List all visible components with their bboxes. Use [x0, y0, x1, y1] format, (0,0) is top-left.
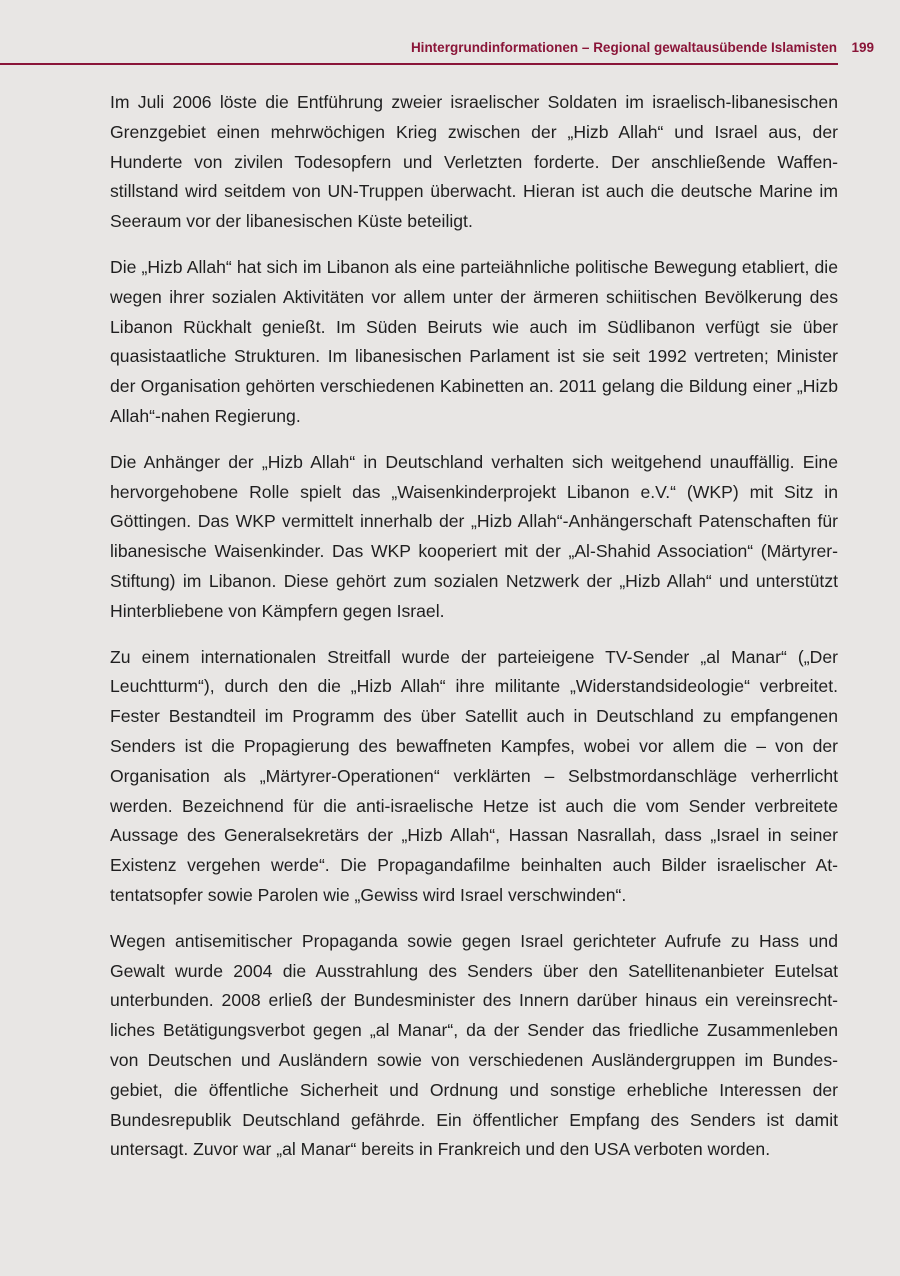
header-title: Hintergrundinformationen – Regional gewaltausübende Islamisten — [410, 40, 837, 55]
paragraph-2: Die „Hizb Allah“ hat sich im Libanon als eine parteiähnliche politische Bewegung etabliert, die wegen ihrer sozialen Aktivitäten vor allem unter der ärmeren schiitischen Bevölkerung des Libanon Rückhalt genießt. Im Süden Beiruts wie auch im Südlibanon verfügt sie über quasistaatliche Strukturen. Im libanesischen Parlament ist sie seit 1992 vertreten; Minister der Organisation gehörten verschiedenen Kabinetten an. 2011 gelang die Bildung einer „Hizb Allah“-nahen Regierung. — [110, 256, 838, 426]
body-text — [110, 88, 838, 1181]
paragraph-1: Im Juli 2006 löste die Entführung zweier israelischer Soldaten im israelisch-libanesischen Grenzgebiet einen mehrwöchigen Krieg zwischen der „Hizb Allah“ und Israel aus, der Hunderte von zivilen Todesopfern und Verletzten forderte. Der anschließende Waffenstillstand wird seitdem von UN-Truppen überwacht. Hieran ist auch die deutsche Marine im Seeraum vor der libanesischen Küste beteiligt. — [110, 92, 838, 232]
page-number: 199 — [851, 40, 874, 55]
paragraph-3: Die Anhänger der „Hizb Allah“ in Deutschland verhalten sich weitgehend unauffällig. Eine hervorgehobene Rolle spielt das „Waisenkinderprojekt Libanon e.V.“ (WKP) mit Sitz in Göttingen. Das WKP vermittelt innerhalb der „Hizb Allah“-Anhängerschaft Patenschaften für libanesische Waisenkinder. Das WKP kooperiert mit der „Al-Shahid Association“ (Märtyrer-Stiftung) im Libanon. Diese gehört zum sozialen Netzwerk der „Hizb Allah“ und unterstützt Hinterbliebene von Kämpfern gegen Israel. — [110, 451, 838, 621]
header-rule — [0, 63, 838, 65]
paragraph-4: Zu einem internationalen Streitfall wurde der parteieigene TV-Sender „al Manar“ („Der Leuchtturm“), durch den die „Hizb Allah“ ihre militante „Widerstandsideologie“ verbreitet. Fester Bestandteil im Programm des über Satellit auch in Deutschland zu empfangenen Senders ist die Propagierung des bewaffneten Kampfes, wobei vor allem die – von der Organisation als „Märtyrer-Operationen“ verklärten – Selbstmordanschläge verherrlicht werden. Bezeichnend für die anti-israelische Hetze ist auch die vom Sender verbreitete Aussage des Generalsekretärs der „Hizb Allah“, Hassan Nasrallah, dass „Israel in seiner Existenz vergehen werde“. Die Propagandafilme beinhalten auch Bilder israelischer Attentatsopfer sowie Parolen wie „Gewiss wird Israel verschwinden“. — [110, 646, 838, 905]
paragraph-5: Wegen antisemitischer Propaganda sowie gegen Israel gerichteter Aufrufe zu Hass und Gewalt wurde 2004 die Ausstrahlung des Senders über den Satellitenanbieter Eutelsat unterbunden. 2008 erließ der Bundesminister des Innern darüber hinaus ein vereinsrechtliches Betätigungsverbot gegen „al Manar“, da der Sender das friedliche Zusammenleben von Deutschen und Ausländern sowie von verschiedenen Ausländergruppen im Bundesgebiet, die öffentliche Sicherheit und Ordnung und sonstige erhebliche Interessen der Bundesrepublik Deutschland gefährde. Ein öffentlicher Empfang des Senders ist damit untersagt. Zuvor war „al Manar“ bereits in Frankreich und den USA verboten worden. — [110, 930, 838, 1160]
